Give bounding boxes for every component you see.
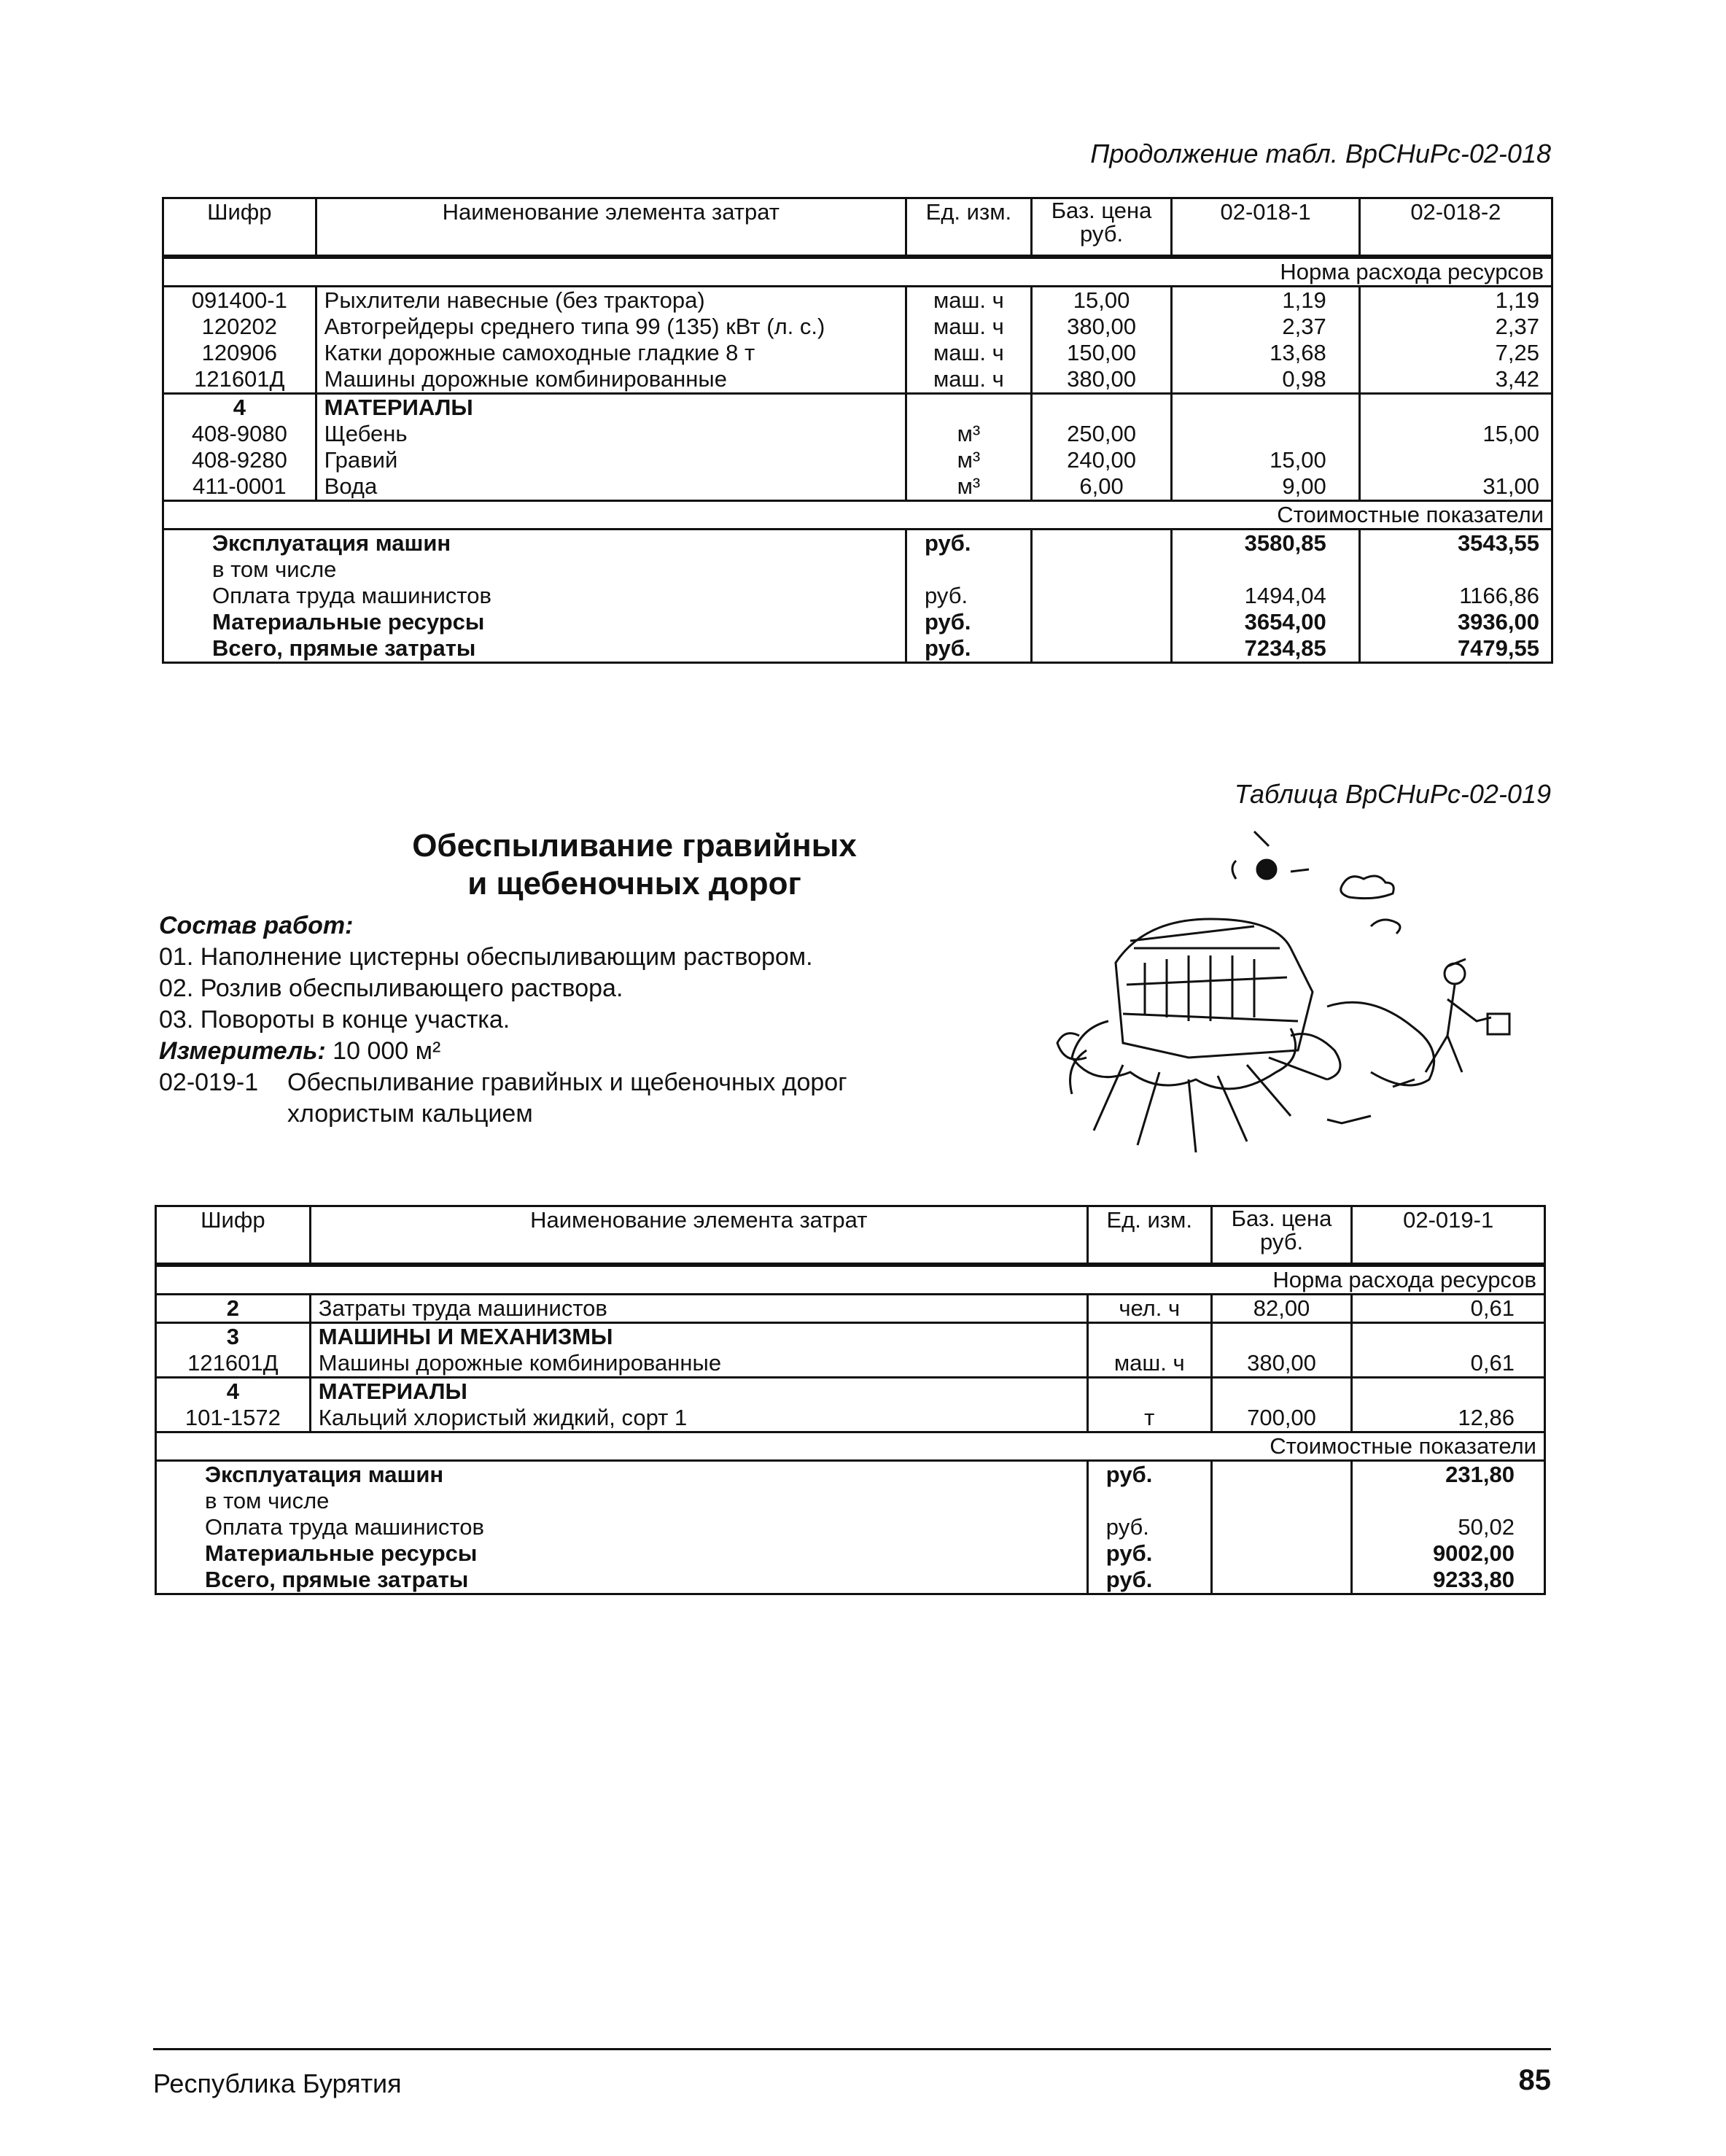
cell-unit: маш. ч	[906, 287, 1032, 314]
header-price: Баз. цена руб.	[1211, 1206, 1352, 1265]
cell-price: 250,00	[1031, 421, 1172, 447]
cell-name: Катки дорожные самоходные гладкие 8 т	[316, 340, 906, 366]
cell-value-1	[1352, 1488, 1545, 1514]
table-row	[156, 1378, 1545, 1405]
cell-value-2: 1,19	[1359, 287, 1552, 314]
cell-value-1: 12,86	[1352, 1405, 1545, 1432]
table1	[162, 197, 1553, 664]
table-row	[156, 1295, 1545, 1323]
cell-value-2: 7,25	[1359, 340, 1552, 366]
cell-value-2: 1166,86	[1359, 583, 1552, 609]
cell-unit	[1087, 1488, 1211, 1514]
table-row	[156, 1461, 1545, 1489]
cell-unit: маш. ч	[906, 314, 1032, 340]
cell-value-2	[1359, 447, 1552, 473]
item-text-1: Обеспыливание гравийных и щебеночных дорог	[287, 1069, 847, 1096]
cell-price: 380,00	[1031, 366, 1172, 394]
cell-price	[1031, 609, 1172, 635]
cell-name: Материальные ресурсы	[156, 1540, 1088, 1567]
cell-price: 380,00	[1031, 314, 1172, 340]
cell-value-1	[1172, 557, 1359, 583]
measure-value: 10 000 м²	[325, 1037, 441, 1065]
table-row	[163, 340, 1552, 366]
cell-name: в том числе	[156, 1488, 1088, 1514]
cell-price	[1031, 635, 1172, 663]
cell-value-1: 9,00	[1172, 473, 1359, 501]
cell-name: Эксплуатация машин	[156, 1461, 1088, 1489]
item-text-2: хлористым кальцием	[287, 1100, 533, 1128]
footer-region: Республика Бурятия	[153, 2068, 402, 2098]
cell-value-1: 9233,80	[1352, 1567, 1545, 1594]
cell-unit: чел. ч	[1087, 1295, 1211, 1323]
cell-name: Материальные ресурсы	[163, 609, 906, 635]
cell-price	[1211, 1488, 1352, 1514]
cell-value-1: 9002,00	[1352, 1540, 1545, 1567]
cell-unit	[1087, 1378, 1211, 1405]
table2-header-row	[156, 1206, 1545, 1265]
header-col-1: 02-019-1	[1352, 1206, 1545, 1265]
cell-code: 2	[156, 1295, 311, 1323]
cell-price	[1211, 1540, 1352, 1567]
table-row	[163, 557, 1552, 583]
header-unit: Ед. изм.	[1087, 1206, 1211, 1265]
cell-price: 82,00	[1211, 1295, 1352, 1323]
cell-price	[1211, 1461, 1352, 1489]
cell-price	[1211, 1323, 1352, 1351]
cell-code: 091400-1	[163, 287, 316, 314]
table-row	[156, 1488, 1545, 1514]
cell-name: Всего, прямые затраты	[156, 1567, 1088, 1594]
cell-value-1: 1494,04	[1172, 583, 1359, 609]
table1-caption: Продолжение табл. ВрСНиРс-02-018	[1090, 139, 1551, 168]
cell-name: МАТЕРИАЛЫ	[310, 1378, 1087, 1405]
cell-value-1	[1352, 1323, 1545, 1351]
table-row	[156, 1350, 1545, 1378]
cell-name: МАШИНЫ И МЕХАНИЗМЫ	[310, 1323, 1087, 1351]
cell-unit: м³	[906, 447, 1032, 473]
cell-unit: руб.	[906, 583, 1032, 609]
cell-name: Оплата труда машинистов	[163, 583, 906, 609]
cell-name: Кальций хлористый жидкий, сорт 1	[310, 1405, 1087, 1432]
cell-value-1	[1172, 421, 1359, 447]
measure	[159, 1036, 961, 1067]
cell-name: Оплата труда машинистов	[156, 1514, 1088, 1540]
cell-price: 240,00	[1031, 447, 1172, 473]
cell-price	[1211, 1567, 1352, 1594]
cell-unit	[906, 557, 1032, 583]
table2-caption: Таблица ВрСНиРс-02-019	[1234, 779, 1551, 809]
cell-code: 4	[163, 394, 316, 422]
cell-code: 411-0001	[163, 473, 316, 501]
cell-value-1: 0,98	[1172, 366, 1359, 394]
table-row	[156, 1514, 1545, 1540]
cell-name: Машины дорожные комбинированные	[310, 1350, 1087, 1378]
cell-value-1: 0,61	[1352, 1350, 1545, 1378]
cell-price: 380,00	[1211, 1350, 1352, 1378]
table-row	[163, 473, 1552, 501]
cell-name: МАТЕРИАЛЫ	[316, 394, 906, 422]
cell-code: 101-1572	[156, 1405, 311, 1432]
cell-value-2: 3936,00	[1359, 609, 1552, 635]
work-item-1: 01. Наполнение цистерны обеспыливающим раствором.	[159, 943, 813, 971]
cell-price	[1211, 1514, 1352, 1540]
cell-code: 120202	[163, 314, 316, 340]
cell-value-2: 31,00	[1359, 473, 1552, 501]
cell-unit	[906, 394, 1032, 422]
cell-name: Автогрейдеры среднего типа 99 (135) кВт (л. с.)	[316, 314, 906, 340]
cell-value-1: 0,61	[1352, 1295, 1545, 1323]
cell-unit: м³	[906, 473, 1032, 501]
cell-unit: руб.	[906, 635, 1032, 663]
cell-unit: руб.	[1087, 1461, 1211, 1489]
cell-name: Щебень	[316, 421, 906, 447]
cell-code: 408-9280	[163, 447, 316, 473]
header-code: Шифр	[156, 1206, 311, 1265]
road-machine-illustration	[1050, 817, 1531, 1167]
cell-value-2	[1359, 557, 1552, 583]
table-row	[163, 583, 1552, 609]
cell-name: в том числе	[163, 557, 906, 583]
cell-value-1: 231,80	[1352, 1461, 1545, 1489]
cell-price	[1031, 394, 1172, 422]
table-row	[156, 1405, 1545, 1432]
cell-value-1: 13,68	[1172, 340, 1359, 366]
cell-value-1: 3654,00	[1172, 609, 1359, 635]
table-row	[156, 1540, 1545, 1567]
cell-value-1: 15,00	[1172, 447, 1359, 473]
cell-unit: маш. ч	[906, 340, 1032, 366]
table1-header-row	[163, 198, 1552, 257]
header-name: Наименование элемента затрат	[310, 1206, 1087, 1265]
cell-price	[1031, 530, 1172, 557]
table-row	[163, 394, 1552, 422]
table-row	[163, 635, 1552, 663]
table-row	[163, 447, 1552, 473]
cell-unit: руб.	[906, 530, 1032, 557]
cell-value-1: 3580,85	[1172, 530, 1359, 557]
measure-label: Измеритель:	[159, 1037, 326, 1065]
table-row	[163, 287, 1552, 314]
table-row	[163, 366, 1552, 394]
cell-value-1: 50,02	[1352, 1514, 1545, 1540]
cell-value-1: 2,37	[1172, 314, 1359, 340]
cell-value-1: 7234,85	[1172, 635, 1359, 663]
header-unit: Ед. изм.	[906, 198, 1032, 257]
cell-name: Затраты труда машинистов	[310, 1295, 1087, 1323]
work-item-2: 02. Розлив обеспыливающего раствора.	[159, 974, 623, 1002]
table2	[155, 1205, 1546, 1595]
header-code: Шифр	[163, 198, 316, 257]
cell-unit: маш. ч	[1087, 1350, 1211, 1378]
cell-name: Всего, прямые затраты	[163, 635, 906, 663]
work-composition	[159, 910, 961, 1130]
cell-code: 121601Д	[163, 366, 316, 394]
section-norm: Норма расхода ресурсов	[163, 257, 1552, 287]
cell-price	[1031, 557, 1172, 583]
cell-value-1	[1172, 394, 1359, 422]
header-price: Баз. цена руб.	[1031, 198, 1172, 257]
section-title-line-2: и щебеночных дорог	[467, 866, 801, 901]
cell-price: 15,00	[1031, 287, 1172, 314]
cell-name: Рыхлители навесные (без трактора)	[316, 287, 906, 314]
cell-name: Эксплуатация машин	[163, 530, 906, 557]
cell-value-2	[1359, 394, 1552, 422]
cell-price: 6,00	[1031, 473, 1172, 501]
page-number: 85	[1518, 2064, 1551, 2096]
work-item-3: 03. Повороты в конце участка.	[159, 1006, 510, 1034]
section-cost: Стоимостные показатели	[156, 1432, 1545, 1461]
table-row	[163, 314, 1552, 340]
cell-value-2: 3543,55	[1359, 530, 1552, 557]
cell-value-2: 7479,55	[1359, 635, 1552, 663]
item-code: 02-019-1	[159, 1069, 259, 1096]
works-label: Состав работ:	[159, 912, 354, 939]
cell-unit: т	[1087, 1405, 1211, 1432]
header-col-2: 02-018-2	[1359, 198, 1552, 257]
cell-name: Вода	[316, 473, 906, 501]
cell-name: Гравий	[316, 447, 906, 473]
cell-code: 120906	[163, 340, 316, 366]
header-col-1: 02-018-1	[1172, 198, 1359, 257]
footer-divider	[153, 2048, 1551, 2050]
cell-unit: руб.	[906, 609, 1032, 635]
cell-unit: м³	[906, 421, 1032, 447]
cell-unit: руб.	[1087, 1567, 1211, 1594]
cell-code: 3	[156, 1323, 311, 1351]
cell-code: 4	[156, 1378, 311, 1405]
cell-name: Машины дорожные комбинированные	[316, 366, 906, 394]
cell-code: 121601Д	[156, 1350, 311, 1378]
section-norm: Норма расхода ресурсов	[156, 1265, 1545, 1295]
cell-price: 150,00	[1031, 340, 1172, 366]
cell-value-1: 1,19	[1172, 287, 1359, 314]
table-row	[163, 609, 1552, 635]
cell-price: 700,00	[1211, 1405, 1352, 1432]
cell-value-2: 15,00	[1359, 421, 1552, 447]
cell-unit: руб.	[1087, 1514, 1211, 1540]
cell-price	[1031, 583, 1172, 609]
table-row	[163, 530, 1552, 557]
cell-value-2: 2,37	[1359, 314, 1552, 340]
cell-value-2: 3,42	[1359, 366, 1552, 394]
header-name: Наименование элемента затрат	[316, 198, 906, 257]
table-row	[156, 1323, 1545, 1351]
cell-price	[1211, 1378, 1352, 1405]
table-row	[156, 1567, 1545, 1594]
section-title	[379, 827, 890, 903]
cell-value-1	[1352, 1378, 1545, 1405]
table-row	[163, 421, 1552, 447]
section-title-line-1: Обеспыливание гравийных	[412, 828, 857, 864]
item-line	[159, 1067, 961, 1098]
cell-unit: руб.	[1087, 1540, 1211, 1567]
cell-unit: маш. ч	[906, 366, 1032, 394]
cell-code: 408-9080	[163, 421, 316, 447]
section-cost: Стоимостные показатели	[163, 501, 1552, 530]
cell-unit	[1087, 1323, 1211, 1351]
